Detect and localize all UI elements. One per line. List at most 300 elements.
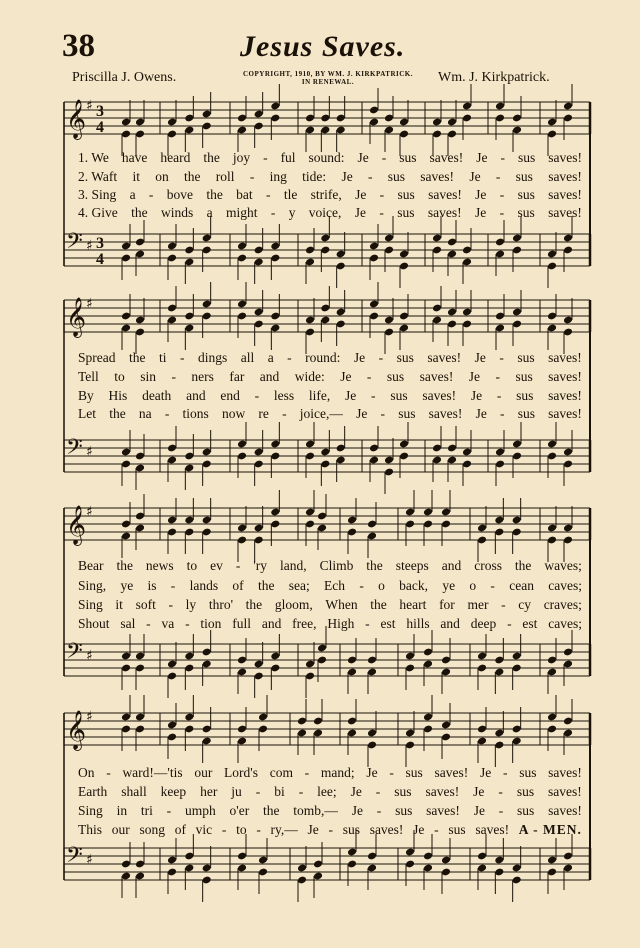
lyric-syllable: vic — [195, 822, 213, 837]
lyric-syllable: roll — [215, 169, 235, 184]
lyric-syllable: waves; — [544, 558, 582, 573]
lyric-syllable: ev — [210, 558, 223, 573]
lyric-syllable: Je — [469, 169, 481, 184]
lyric-syllable: - — [168, 597, 173, 612]
lyric-syllable: sus — [395, 803, 413, 818]
lyric-syllable: Je — [476, 150, 488, 165]
lyric-syllable: - — [328, 822, 333, 837]
lyric-syllable: ti — [158, 350, 167, 365]
lyric-syllable: saves! — [428, 406, 463, 421]
sharp-icon: ♯ — [86, 238, 93, 254]
lyric-syllable: saves! — [420, 169, 455, 184]
lyric-syllable: dings — [197, 350, 228, 365]
lyric-syllable: the — [370, 597, 387, 612]
lyric-line — [78, 616, 582, 634]
lyric-syllable: tions — [182, 406, 209, 421]
lyric-line — [78, 765, 582, 783]
lyric-syllable: sus — [448, 822, 466, 837]
lyric-syllable: mer — [467, 597, 489, 612]
lyric-syllable: saves! — [427, 350, 462, 365]
lyric-syllable: Je — [470, 388, 483, 403]
lyric-syllable: and — [259, 369, 280, 384]
lyric-syllable: tide: — [302, 169, 327, 184]
lyric-syllable: the — [184, 169, 201, 184]
sharp-icon: ♯ — [86, 98, 93, 114]
lyric-syllable: Tell — [78, 369, 99, 384]
lyric-syllable: Sing — [78, 803, 103, 818]
lyric-syllable: craves; — [543, 597, 582, 612]
lyric-syllable: This — [78, 822, 103, 837]
lyric-syllable: saves! — [428, 187, 462, 202]
lyric-syllable: Let — [78, 406, 96, 421]
lyric-syllable: 'ry — [253, 558, 267, 573]
lyric-syllable: for — [439, 597, 455, 612]
lyric-syllable: saves! — [427, 205, 462, 220]
lyric-syllable: lee; — [317, 784, 337, 799]
lyric-syllable: it — [132, 169, 140, 184]
lyric-syllable: hills — [406, 616, 430, 631]
lyric-syllable: the — [206, 187, 223, 202]
lyric-syllable: voice, — [308, 205, 342, 220]
lyric-line — [78, 406, 582, 424]
lyric-syllable: saves! — [548, 350, 582, 365]
lyric-syllable: Je — [475, 187, 487, 202]
time-signature-bottom: 4 — [96, 119, 104, 136]
lyric-syllable: tion — [200, 616, 222, 631]
lyric-syllable: y — [288, 205, 296, 220]
lyric-syllable: sus — [390, 388, 408, 403]
lyric-syllable: Je — [366, 765, 378, 780]
lyric-syllable: a — [206, 205, 213, 220]
lyric-syllable: the — [245, 597, 263, 612]
lyric-syllable: saves! — [475, 822, 510, 837]
lyric-syllable: sus — [517, 150, 536, 165]
sharp-icon: ♯ — [86, 504, 93, 520]
lyric-syllable: far — [229, 369, 245, 384]
lyric-syllable: sus — [516, 388, 534, 403]
lyric-syllable: have — [121, 150, 148, 165]
sharp-icon: ♯ — [86, 444, 93, 460]
lyric-syllable: a — [129, 187, 136, 202]
lyric-syllable: saves! — [548, 784, 582, 799]
lyric-syllable: Je — [473, 803, 485, 818]
lyric-syllable: Je — [307, 822, 319, 837]
lyric-syllable: Shout — [78, 616, 110, 631]
lyric-syllable: sus — [386, 369, 405, 384]
lyric-syllable: and — [441, 558, 462, 573]
lyric-syllable: - — [380, 406, 386, 421]
lyric-syllable: Je — [474, 205, 487, 220]
lyric-syllable: the — [263, 803, 280, 818]
lyric-syllable: tomb,— — [293, 803, 338, 818]
lyric-syllable: Earth — [78, 784, 108, 799]
lyric-syllable: sus — [515, 369, 533, 384]
lyric-syllable: sus — [399, 150, 417, 165]
lyric-syllable: Climb — [319, 558, 354, 573]
time-signature-top: 3 — [96, 103, 104, 120]
lyric-syllable: na — [138, 406, 152, 421]
lyric-line — [78, 150, 582, 168]
lyric-syllable: ye — [120, 578, 134, 593]
lyric-syllable: saves! — [422, 388, 457, 403]
lyric-syllable: His — [108, 388, 128, 403]
lyric-syllable: Je — [468, 369, 481, 384]
lyric-syllable: on — [155, 169, 169, 184]
lyric-syllable: - — [256, 822, 261, 837]
lyric-syllable: - — [185, 616, 190, 631]
bass-clef-icon: 𝄢 — [66, 639, 83, 669]
lyric-syllable: - — [379, 187, 385, 202]
lyric-syllable: and — [261, 616, 282, 631]
lyric-syllable: sus — [397, 205, 415, 220]
lyric-line — [78, 205, 582, 223]
time-signature-bottom: 4 — [96, 251, 104, 268]
lyric-syllable: - — [498, 784, 503, 799]
lyric-syllable: - — [359, 578, 364, 593]
lyric-syllable: Je — [480, 765, 492, 780]
lyric-syllable: full — [232, 616, 251, 631]
lyric-syllable: sus — [517, 350, 535, 365]
lyric-syllable: 2. Waft — [78, 169, 118, 184]
bass-clef-icon: 𝄢 — [66, 843, 83, 873]
copyright-line-1: COPYRIGHT, 1910, BY WM. J. KIRKPATRICK. — [242, 70, 413, 78]
lyric-syllable: - — [434, 822, 439, 837]
lyric-syllable: news — [145, 558, 174, 573]
lyric-syllable: o — [469, 578, 477, 593]
lyric-syllable: to — [114, 369, 125, 384]
lyric-syllable: - — [179, 350, 185, 365]
lyric-syllable: and — [440, 616, 460, 631]
lyric-syllable: - — [365, 616, 370, 631]
lyric-syllable: might — [225, 205, 258, 220]
lyric-syllable: - — [287, 350, 292, 365]
lyric-line — [78, 578, 582, 596]
lyric-syllable: life, — [308, 388, 331, 403]
lyric-syllable: - — [499, 187, 505, 202]
lyric-syllable: - — [496, 388, 502, 403]
lyric-syllable: - — [263, 150, 268, 165]
lyric-syllable: tri — [140, 803, 153, 818]
lyric-syllable: - — [378, 350, 384, 365]
lyric-syllable: sus — [398, 406, 416, 421]
lyric-syllable: it — [115, 597, 123, 612]
lyric-syllable: - — [376, 803, 382, 818]
lyric-syllable: deep — [470, 616, 497, 631]
lyric-syllable: umph — [184, 803, 216, 818]
lyric-syllable: bat — [236, 187, 253, 202]
lyric-syllable: strife, — [310, 187, 342, 202]
lyric-syllable: - — [221, 822, 227, 837]
lyric-syllable: sal — [120, 616, 136, 631]
lyric-syllable: - — [255, 784, 261, 799]
lyric-syllable: Je — [473, 784, 485, 799]
lyric-syllable: est — [380, 616, 396, 631]
lyric-syllable: her — [200, 784, 218, 799]
author-credit: Priscilla J. Owens. — [72, 70, 177, 85]
sharp-icon: ♯ — [86, 852, 93, 868]
lyric-syllable: - — [495, 369, 500, 384]
lyric-syllable: - — [254, 388, 260, 403]
lyric-syllable: - — [367, 169, 373, 184]
lyric-syllable: - — [371, 388, 376, 403]
treble-clef-icon: 𝄞 — [66, 710, 87, 750]
lyric-line — [78, 558, 582, 576]
lyric-syllable: - — [379, 205, 384, 220]
lyric-syllable: to — [236, 822, 247, 837]
lyric-syllable: - — [502, 765, 508, 780]
lyric-syllable: the — [128, 350, 146, 365]
lyric-syllable: - — [166, 803, 172, 818]
lyric-syllable: lands — [189, 578, 219, 593]
lyric-line — [78, 350, 582, 368]
lyric-syllable: - — [265, 187, 271, 202]
lyric-line — [78, 803, 582, 821]
lyric-syllable: in — [116, 803, 128, 818]
lyric-syllable: saves! — [548, 803, 582, 818]
lyric-syllable: va — [161, 616, 175, 631]
lyric-syllable: saves! — [369, 822, 404, 837]
lyric-syllable: mand; — [320, 765, 355, 780]
lyric-syllable: - — [499, 205, 505, 220]
lyric-syllable: end — [220, 388, 240, 403]
lyric-syllable: soft — [135, 597, 156, 612]
lyric-syllable: shall — [121, 784, 147, 799]
lyric-syllable: the — [257, 578, 275, 593]
lyric-syllable: - — [501, 597, 506, 612]
lyric-syllable: sin — [140, 369, 156, 384]
lyric-syllable: By — [78, 388, 94, 403]
lyric-syllable: - — [249, 169, 255, 184]
treble-clef-icon: 𝄞 — [66, 99, 87, 139]
treble-clef-icon: 𝄞 — [66, 505, 87, 545]
lyric-line — [78, 388, 582, 406]
sharp-icon: ♯ — [86, 296, 93, 312]
lyric-syllable: saves! — [419, 369, 454, 384]
lyric-line — [78, 822, 582, 840]
lyric-syllable: gloom, — [274, 597, 313, 612]
lyric-syllable: sus — [517, 406, 535, 421]
lyric-syllable: Je — [345, 388, 357, 403]
lyric-syllable: sus — [396, 350, 414, 365]
lyric-syllable: sus — [517, 187, 535, 202]
lyric-syllable: the — [203, 150, 220, 165]
lyric-syllable: bove — [166, 187, 193, 202]
lyric-syllable: cy — [518, 597, 532, 612]
lyric-syllable: - — [495, 169, 501, 184]
lyric-syllable: saves! — [548, 150, 582, 165]
lyric-syllable: - — [148, 187, 154, 202]
lyric-syllable: our — [111, 822, 130, 837]
lyric-syllable: - — [498, 803, 504, 818]
lyric-syllable: saves! — [429, 150, 464, 165]
lyric-syllable: Je — [413, 822, 425, 837]
lyric-syllable: heart — [399, 597, 427, 612]
lyric-syllable: - — [170, 578, 176, 593]
lyric-syllable: caves; — [548, 616, 582, 631]
lyric-syllable: Je — [356, 406, 368, 421]
lyric-syllable: saves! — [548, 187, 582, 202]
amen-label: A - MEN. — [518, 822, 582, 837]
lyric-syllable: winds — [160, 205, 194, 220]
lyric-syllable: ful — [280, 150, 296, 165]
lyric-syllable: ju — [231, 784, 242, 799]
lyric-syllable: 4. Give — [78, 205, 118, 220]
lyric-syllable: sus — [397, 187, 415, 202]
lyric-syllable: sound: — [308, 150, 345, 165]
lyric-syllable: the — [366, 558, 383, 573]
lyric-syllable: - — [366, 369, 372, 384]
lyric-syllable: steeps — [395, 558, 429, 573]
lyric-syllable: - — [507, 616, 512, 631]
lyric-syllable: On — [78, 765, 95, 780]
lyric-syllable: High — [327, 616, 355, 631]
lyric-syllable: saves! — [548, 388, 582, 403]
lyric-syllable: sus — [517, 205, 535, 220]
lyric-syllable: Je — [341, 169, 353, 184]
lyric-syllable: com — [269, 765, 293, 780]
lyric-syllable: the — [131, 205, 148, 220]
lyric-syllable: to — [186, 558, 198, 573]
lyric-syllable: Je — [350, 784, 362, 799]
time-signature-top: 3 — [96, 235, 104, 252]
lyric-syllable: ward!—'tis — [122, 765, 183, 780]
lyric-syllable: our — [194, 765, 213, 780]
lyric-syllable: - — [235, 558, 241, 573]
treble-clef-icon: 𝄞 — [66, 297, 87, 337]
lyric-syllable: re — [258, 406, 269, 421]
lyric-syllable: of — [232, 578, 244, 593]
lyric-syllable: a — [267, 350, 274, 365]
composer-credit: Wm. J. Kirkpatrick. — [438, 70, 550, 85]
lyric-syllable: sus — [387, 169, 406, 184]
lyric-syllable: - — [500, 406, 505, 421]
hymn-title: Jesus Saves. — [240, 30, 406, 63]
lyric-syllable: Je — [357, 150, 369, 165]
lyric-syllable: - — [389, 765, 394, 780]
lyric-syllable: Je — [354, 205, 367, 220]
lyric-syllable: caves; — [548, 578, 582, 593]
lyric-syllable: o'er — [229, 803, 250, 818]
lyric-syllable: saves! — [548, 765, 582, 780]
lyric-syllable: Bear — [78, 558, 104, 573]
bass-clef-icon: 𝄢 — [66, 435, 83, 465]
lyric-syllable: free, — [292, 616, 317, 631]
lyric-syllable: ye — [442, 578, 456, 593]
lyric-syllable: Je — [353, 350, 366, 365]
lyric-syllable: less — [273, 388, 295, 403]
lyric-syllable: saves! — [426, 803, 460, 818]
lyric-syllable: land, — [279, 558, 307, 573]
lyric-syllable: the — [109, 406, 126, 421]
lyric-syllable: 3. Sing — [78, 187, 117, 202]
lyric-syllable: joice,— — [299, 406, 343, 421]
lyric-syllable: round: — [305, 350, 341, 365]
sharp-icon: ♯ — [86, 709, 93, 725]
lyric-syllable: Je — [351, 803, 363, 818]
lyric-syllable: thro' — [208, 597, 234, 612]
lyric-syllable: of — [174, 822, 186, 837]
lyric-syllable: the — [116, 558, 133, 573]
lyric-syllable: sus — [342, 822, 360, 837]
lyric-syllable: - — [270, 205, 276, 220]
lyric-syllable: wide: — [294, 369, 325, 384]
lyric-syllable: bi — [274, 784, 285, 799]
bass-clef-icon: 𝄢 — [66, 229, 83, 259]
lyric-syllable: cean — [509, 578, 534, 593]
lyric-syllable: - — [106, 765, 111, 780]
lyric-syllable: tle — [283, 187, 298, 202]
lyric-syllable: - — [171, 369, 176, 384]
lyric-syllable: Je — [474, 350, 486, 365]
lyric-syllable: saves! — [425, 784, 460, 799]
lyric-syllable: - — [499, 350, 504, 365]
lyric-syllable: - — [381, 150, 387, 165]
lyric-line — [78, 369, 582, 387]
lyric-syllable: heard — [160, 150, 191, 165]
lyric-syllable: - — [304, 765, 310, 780]
lyric-syllable: Ech — [324, 578, 346, 593]
lyric-syllable: sus — [515, 169, 533, 184]
lyric-syllable: ry,— — [270, 822, 298, 837]
hymn-number: 38 — [62, 28, 95, 64]
lyric-syllable: back, — [399, 578, 429, 593]
lyric-syllable: est — [522, 616, 538, 631]
lyric-line — [78, 597, 582, 615]
lyric-syllable: - — [298, 784, 304, 799]
lyric-line — [78, 187, 582, 205]
lyric-syllable: sus — [405, 765, 423, 780]
lyric-syllable: Lord's — [224, 765, 258, 780]
copyright-line-2: IN RENEWAL. — [301, 78, 355, 86]
lyric-syllable: sus — [517, 803, 535, 818]
lyric-syllable: - — [500, 150, 505, 165]
lyric-syllable: ing — [269, 169, 287, 184]
lyric-syllable: When — [325, 597, 358, 612]
lyric-syllable: saves! — [434, 765, 469, 780]
lyric-syllable: - — [490, 578, 495, 593]
lyric-syllable: 1. We — [78, 150, 109, 165]
lyric-syllable: saves! — [548, 205, 582, 220]
lyric-syllable: the — [514, 558, 532, 573]
lyric-line — [78, 169, 582, 187]
lyric-syllable: sus — [519, 765, 537, 780]
lyric-syllable: saves! — [548, 369, 582, 384]
lyric-syllable: ners — [191, 369, 214, 384]
lyric-syllable: sea; — [288, 578, 310, 593]
lyric-syllable: sus — [516, 784, 535, 799]
lyric-syllable: Je — [340, 369, 352, 384]
lyric-syllable: keep — [160, 784, 187, 799]
lyric-syllable: saves! — [548, 406, 582, 421]
lyric-syllable: song — [139, 822, 165, 837]
lyric-syllable: Sing, — [78, 578, 107, 593]
lyric-syllable: sus — [394, 784, 412, 799]
lyric-syllable: and — [186, 388, 206, 403]
lyric-syllable: death — [142, 388, 172, 403]
lyric-syllable: Je — [475, 406, 487, 421]
lyric-syllable: saves! — [548, 169, 582, 184]
lyric-syllable: now — [221, 406, 246, 421]
sharp-icon: ♯ — [86, 648, 93, 664]
lyric-syllable: - — [375, 784, 381, 799]
lyric-syllable: - — [282, 406, 287, 421]
lyric-syllable: Sing — [78, 597, 103, 612]
lyric-syllable: Je — [355, 187, 367, 202]
lyric-syllable: cross — [474, 558, 502, 573]
lyric-syllable: o — [378, 578, 385, 593]
lyric-syllable: joy — [232, 150, 251, 165]
lyric-line — [78, 784, 582, 802]
